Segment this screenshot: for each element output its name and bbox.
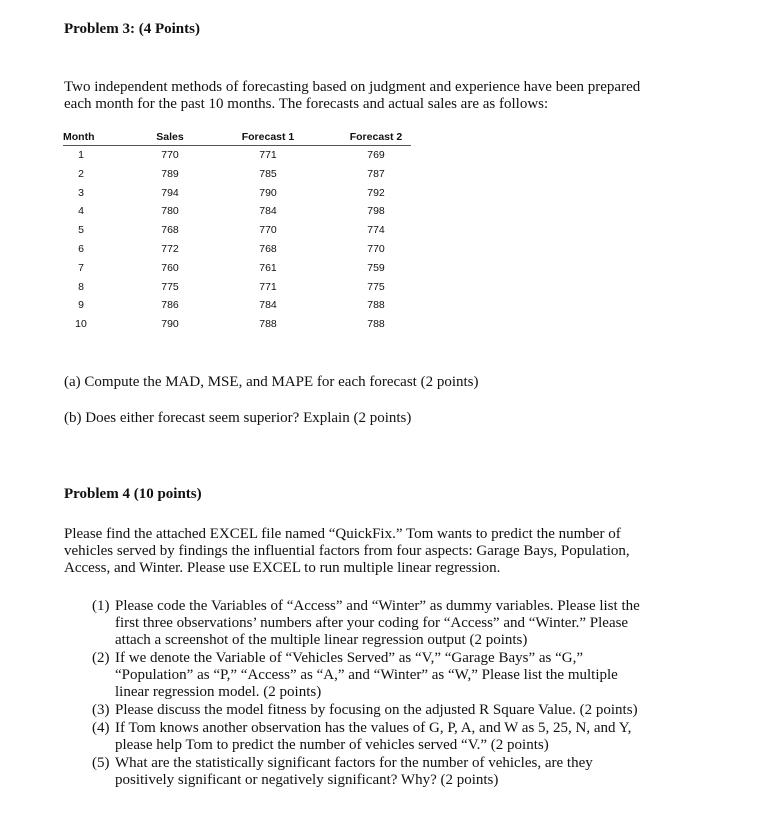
table-row	[63, 315, 411, 334]
item-line: If Tom knows another observation has the values of G, P, A, and W as 5, 25, N, and Y,	[115, 720, 632, 736]
cell-forecast-2: 775	[367, 280, 385, 293]
list-item	[92, 598, 712, 649]
cell-forecast-1: 771	[259, 280, 277, 293]
cell-sales: 775	[161, 280, 179, 293]
problem4-intro	[64, 526, 724, 577]
cell-forecast-1: 761	[259, 261, 277, 274]
cell-forecast-1: 790	[259, 186, 277, 199]
cell-forecast-2: 770	[367, 242, 385, 255]
table-row	[63, 165, 411, 184]
table-row	[63, 278, 411, 297]
cell-forecast-2: 759	[367, 261, 385, 274]
cell-forecast-2: 788	[367, 318, 385, 331]
table-body	[63, 146, 411, 334]
problem4-intro-line: Please find the attached EXCEL file named “QuickFix.” Tom wants to predict the number of	[64, 526, 621, 542]
cell-sales: 786	[161, 299, 179, 312]
list-item	[92, 702, 712, 719]
header-month: Month	[63, 131, 95, 143]
cell-month: 4	[78, 205, 84, 218]
item-number: (1)	[92, 598, 110, 614]
problem3-question-b: (b) Does either forecast seem superior? Explain (2 points)	[64, 410, 412, 426]
cell-forecast-2: 792	[367, 186, 385, 199]
item-number: (3)	[92, 702, 110, 718]
cell-sales: 760	[161, 261, 179, 274]
cell-forecast-2: 798	[367, 205, 385, 218]
list-item	[92, 650, 712, 701]
cell-month: 2	[78, 167, 84, 180]
cell-month: 1	[78, 149, 84, 161]
problem3-intro-line: each month for the past 10 months. The forecasts and actual sales are as follows:	[64, 96, 549, 112]
item-line: Please code the Variables of “Access” and “Winter” as dummy variables. Please list the	[115, 598, 640, 614]
cell-sales: 790	[161, 318, 179, 331]
header-sales: Sales	[156, 131, 184, 143]
item-line: linear regression model. (2 points)	[115, 684, 322, 700]
table-row	[63, 146, 411, 165]
cell-forecast-2: 788	[367, 299, 385, 312]
table-row	[63, 202, 411, 221]
table-row	[63, 240, 411, 259]
cell-month: 7	[78, 261, 84, 274]
cell-forecast-1: 771	[259, 149, 277, 161]
cell-month: 9	[78, 299, 84, 312]
cell-sales: 789	[161, 167, 179, 180]
header-forecast-1: Forecast 1	[241, 131, 295, 143]
cell-month: 6	[78, 242, 84, 255]
cell-month: 8	[78, 280, 84, 293]
problem3-intro-line: Two independent methods of forecasting based on judgment and experience have been prepared	[64, 79, 641, 95]
item-line: Please discuss the model fitness by focusing on the adjusted R Square Value. (2 points)	[115, 702, 638, 718]
table-header-row	[63, 130, 411, 146]
table-row	[63, 221, 411, 240]
cell-forecast-2: 774	[367, 224, 385, 237]
cell-sales: 794	[161, 186, 179, 199]
item-number: (5)	[92, 755, 110, 771]
cell-sales: 770	[161, 149, 179, 161]
cell-forecast-1: 770	[259, 224, 277, 237]
item-line: first three observations’ numbers after your coding for “Access” and “Winter.” Please	[115, 615, 629, 631]
cell-forecast-1: 784	[259, 299, 277, 312]
table-row	[63, 184, 411, 203]
problem3-heading: Problem 3: (4 Points)	[64, 21, 200, 37]
cell-forecast-2: 787	[367, 167, 385, 180]
sales-forecast-table	[63, 130, 411, 334]
problem4-intro-line: vehicles served by findings the influential factors from four aspects: Garage Bays, Population,	[64, 543, 630, 559]
table-row	[63, 259, 411, 278]
header-forecast-2: Forecast 2	[349, 131, 403, 143]
cell-forecast-1: 784	[259, 205, 277, 218]
cell-sales: 780	[161, 205, 179, 218]
table-row	[63, 296, 411, 315]
item-line: please help Tom to predict the number of vehicles served “V.” (2 points)	[115, 737, 549, 753]
cell-forecast-1: 785	[259, 167, 277, 180]
problem4-intro-line: Access, and Winter. Please use EXCEL to run multiple linear regression.	[64, 560, 501, 576]
cell-month: 5	[78, 224, 84, 237]
item-line: What are the statistically significant factors for the number of vehicles, are they	[115, 755, 593, 771]
problem3-question-a: (a) Compute the MAD, MSE, and MAPE for each forecast (2 points)	[64, 374, 479, 390]
problem3-intro	[64, 79, 724, 113]
item-number: (4)	[92, 720, 110, 736]
item-line: If we denote the Variable of “Vehicles Served” as “V,” “Garage Bays” as “G,”	[115, 650, 583, 666]
item-number: (2)	[92, 650, 110, 666]
problem4-questions-list	[92, 598, 712, 790]
cell-forecast-2: 769	[367, 149, 385, 161]
cell-forecast-1: 788	[259, 318, 277, 331]
cell-sales: 772	[161, 242, 179, 255]
cell-month: 10	[75, 318, 87, 331]
list-item	[92, 755, 712, 789]
problem4-heading: Problem 4 (10 points)	[64, 486, 202, 502]
item-line: “Population” as “P,” “Access” as “A,” and “Winter” as “W,” Please list the multiple	[115, 667, 618, 683]
item-line: attach a screenshot of the multiple linear regression output (2 points)	[115, 632, 528, 648]
cell-sales: 768	[161, 224, 179, 237]
item-line: positively significant or negatively significant? Why? (2 points)	[115, 772, 499, 788]
cell-forecast-1: 768	[259, 242, 277, 255]
cell-month: 3	[78, 186, 84, 199]
list-item	[92, 720, 712, 754]
